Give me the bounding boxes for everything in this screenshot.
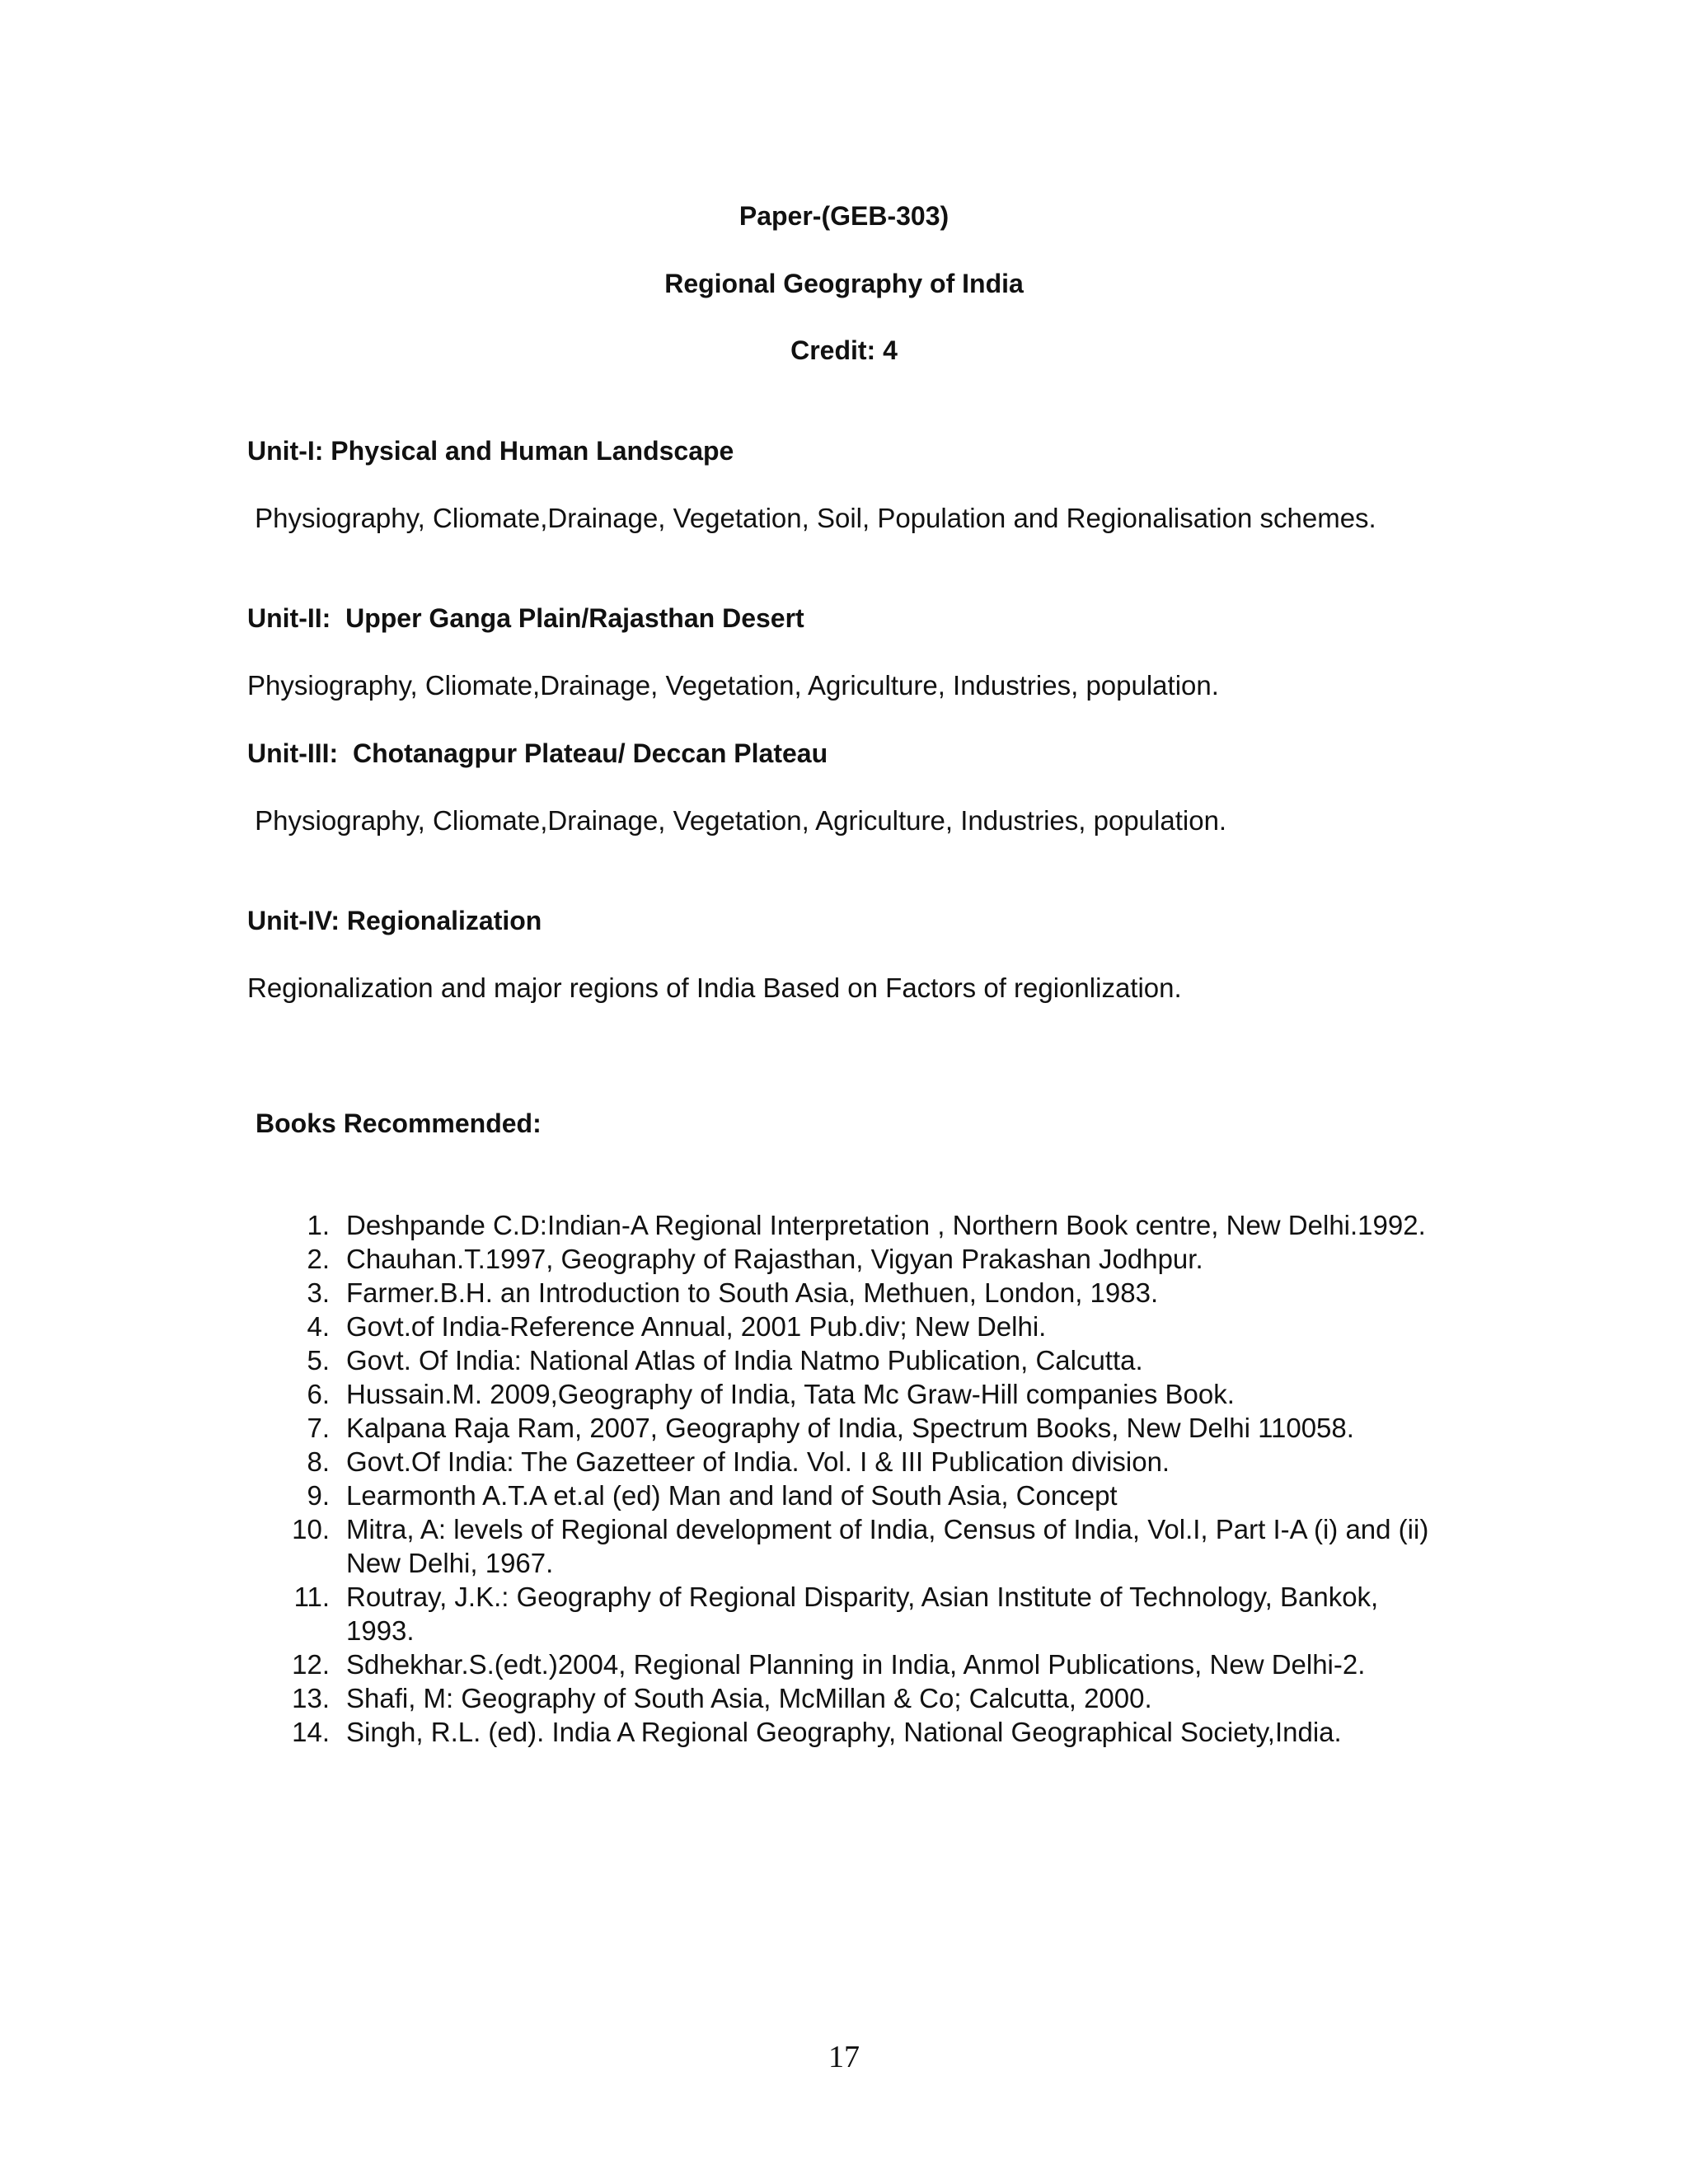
page-number: 17: [828, 2040, 860, 2074]
book-number: 12.: [292, 1649, 330, 1680]
unit-3-heading: Unit-III: Chotanagpur Plateau/ Deccan Plateau: [247, 738, 828, 768]
books-recommended-heading: Books Recommended:: [256, 1108, 542, 1138]
book-item: [284, 1411, 1438, 1445]
unit-1-body: Physiography, Cliomate,Drainage, Vegetation, Soil, Population and Regionalisation schemes.: [247, 503, 1376, 533]
book-citation: Govt.of India-Reference Annual, 2001 Pub.div; New Delhi.: [346, 1311, 1047, 1342]
book-number: 11.: [293, 1582, 330, 1612]
book-item: [284, 1681, 1438, 1715]
course-title: Regional Geography of India: [664, 269, 1024, 298]
book-citation: Govt. Of India: National Atlas of India Natmo Publication, Calcutta.: [346, 1345, 1143, 1376]
book-number: 4.: [307, 1311, 330, 1342]
book-number: 1.: [307, 1210, 330, 1240]
paper-code-heading: Paper-(GEB-303): [738, 201, 950, 231]
unit-2-heading: Unit-II: Upper Ganga Plain/Rajasthan Desert: [247, 603, 804, 633]
book-item: [284, 1343, 1438, 1377]
book-item: [284, 1276, 1438, 1310]
book-item: [284, 1242, 1438, 1276]
book-item: [284, 1580, 1438, 1647]
book-number: 8.: [307, 1446, 330, 1477]
book-citation: Singh, R.L. (ed). India A Regional Geography, National Geographical Society,India.: [346, 1717, 1342, 1747]
books-list: [284, 1208, 1438, 1749]
book-item: [284, 1479, 1438, 1512]
book-number: 14.: [292, 1717, 330, 1747]
book-number: 7.: [307, 1413, 330, 1443]
unit-4-body: Regionalization and major regions of India Based on Factors of regionlization.: [247, 972, 1182, 1003]
book-item: [284, 1715, 1438, 1749]
book-item: [284, 1647, 1438, 1681]
book-number: 13.: [292, 1683, 330, 1713]
unit-1-heading: Unit-I: Physical and Human Landscape: [247, 436, 734, 466]
unit-4-heading: Unit-IV: Regionalization: [247, 906, 542, 935]
book-citation: Deshpande C.D:Indian-A Regional Interpretation , Northern Book centre, New Delhi.1992.: [346, 1210, 1426, 1240]
book-number: 2.: [307, 1244, 330, 1274]
book-citation: Chauhan.T.1997, Geography of Rajasthan, Vigyan Prakashan Jodhpur.: [346, 1244, 1203, 1274]
book-number: 9.: [307, 1480, 330, 1511]
book-citation: Shafi, M: Geography of South Asia, McMillan & Co; Calcutta, 2000.: [346, 1683, 1152, 1713]
book-citation: Mitra, A: levels of Regional development of India, Census of India, Vol.I, Part I-A (i) and (ii) New Delhi, 1967.: [346, 1514, 1429, 1578]
book-item: [284, 1512, 1438, 1580]
book-citation: Routray, J.K.: Geography of Regional Disparity, Asian Institute of Technology, Bankok, 1993.: [346, 1582, 1379, 1646]
book-citation: Kalpana Raja Ram, 2007, Geography of India, Spectrum Books, New Delhi 110058.: [346, 1413, 1354, 1443]
book-citation: Farmer.B.H. an Introduction to South Asia, Methuen, London, 1983.: [346, 1277, 1159, 1308]
book-citation: Sdhekhar.S.(edt.)2004, Regional Planning in India, Anmol Publications, New Delhi-2.: [346, 1649, 1366, 1680]
book-item: [284, 1208, 1438, 1242]
book-number: 6.: [307, 1379, 330, 1409]
book-citation: Govt.Of India: The Gazetteer of India. Vol. I & III Publication division.: [346, 1446, 1170, 1477]
credit-label: Credit: 4: [790, 335, 898, 365]
book-item: [284, 1445, 1438, 1479]
book-item: [284, 1310, 1438, 1343]
book-citation: Hussain.M. 2009,Geography of India, Tata Mc Graw-Hill companies Book.: [346, 1379, 1235, 1409]
book-number: 10.: [292, 1514, 330, 1544]
book-number: 5.: [307, 1345, 330, 1376]
book-item: [284, 1377, 1438, 1411]
unit-2-body: Physiography, Cliomate,Drainage, Vegetation, Agriculture, Industries, population.: [247, 670, 1219, 701]
unit-3-body: Physiography, Cliomate,Drainage, Vegetation, Agriculture, Industries, population.: [247, 805, 1227, 836]
book-number: 3.: [307, 1277, 330, 1308]
book-citation: Learmonth A.T.A et.al (ed) Man and land of South Asia, Concept: [346, 1480, 1118, 1511]
